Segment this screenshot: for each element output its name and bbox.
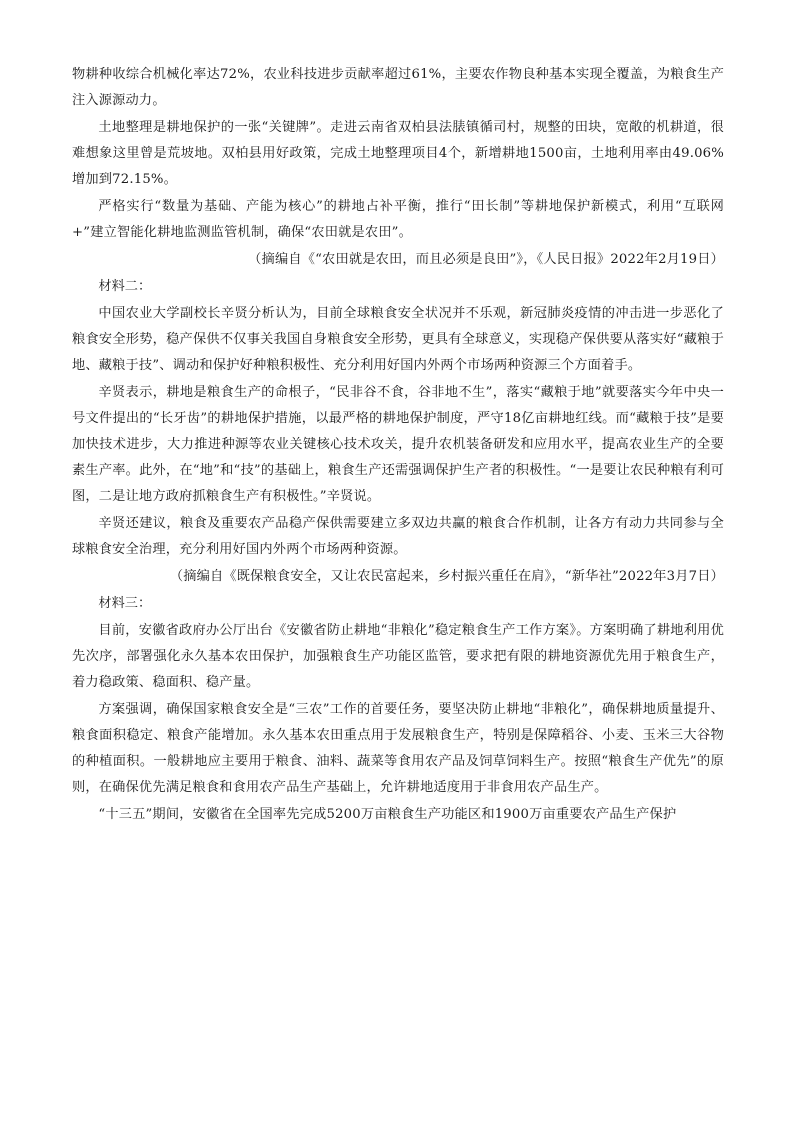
source-citation: （摘编自《既保粮食安全，又让农民富起来，乡村振兴重任在肩》，“新华社”2022年3月7日）: [169, 569, 724, 584]
paragraph-truncated: “十三五”期间，安徽省在全国率先完成5200万亩粮食生产功能区和1900万亩重要农产品生产保护: [98, 807, 677, 822]
material-label: 材料二：: [98, 279, 152, 294]
paragraph: 辛贤表示，耕地是粮食生产的命根子，“民非谷不食，谷非地不生”，落实“藏粮于地”就要落实今年中央一号文件提出的“长牙齿”的耕地保护措施，以最严格的耕地保护制度，严守18亿亩耕地红线。而“藏粮于技”是要加快技术进步，大力推进种源等农业关键核心技术攻关，提升农机装备研发和应用水平，提高农业生产的全要素生产率。此外，在“地”和“技”的基础上，粮食生产还需强调保护生产者的积极性。“一是要让农民种粮有利可图，二是让地方政府抓粮食生产有积极性。”辛贤说。: [72, 385, 724, 504]
paragraph: 目前，安徽省政府办公厅出台《安徽省防止耕地“非粮化”稳定粮食生产工作方案》。方案明确了耕地利用优先次序，部署强化永久基本农田保护，加强粮食生产功能区监管，要求把有限的耕地资源优先用于粮食生产，着力稳政策、稳面积、稳产量。: [72, 623, 724, 690]
paragraph: 严格实行“数量为基础、产能为核心”的耕地占补平衡，推行“田长制”等耕地保护新模式，利用“互联网+”建立智能化耕地监测监管机制，确保“农田就是农田”。: [72, 199, 724, 240]
paragraph: 中国农业大学副校长辛贤分析认为，目前全球粮食安全状况并不乐观，新冠肺炎疫情的冲击进一步恶化了粮食安全形势，稳产保供不仅事关我国自身粮食安全形势，更具有全球意义，实现稳产保供要从落实好“藏粮于地、藏粮于技”、调动和保护好种粮积极性、充分利用好国内外两个市场两种资源三个方面着手。: [72, 306, 724, 373]
material-label: 材料三：: [98, 596, 152, 611]
document-page: [72, 62, 724, 829]
paragraph-continued: 物耕种收综合机械化率达72%，农业科技进步贡献率超过61%，主要农作物良种基本实现全覆盖，为粮食生产注入源源动力。: [72, 67, 724, 108]
source-citation: （摘编自《“农田就是农田，而且必须是良田”》，《人民日报》2022年2月19日）: [248, 252, 724, 267]
paragraph: 土地整理是耕地保护的一张“关键牌”。走进云南省双柏县法脿镇循司村，规整的田块，宽敞的机耕道，很难想象这里曾是荒坡地。双柏县用好政策，完成土地整理项目4个，新增耕地1500亩，土地利用率由49.06%增加到72.15%。: [72, 120, 724, 187]
paragraph: 辛贤还建议，粮食及重要农产品稳产保供需要建立多双边共赢的粮食合作机制，让各方有动力共同参与全球粮食安全治理，充分利用好国内外两个市场两种资源。: [72, 516, 724, 557]
paragraph: 方案强调，确保国家粮食安全是“三农”工作的首要任务，要坚决防止耕地“非粮化”，确保耕地质量提升、粮食面积稳定、粮食产能增加。永久基本农田重点用于发展粮食生产，特别是保障稻谷、小麦、玉米三大谷物的种植面积。一般耕地应主要用于粮食、油料、蔬菜等食用农产品及饲草饲料生产。按照“粮食生产优先”的原则，在确保优先满足粮食和食用农产品生产基础上，允许耕地适度用于非食用农产品生产。: [72, 702, 724, 795]
